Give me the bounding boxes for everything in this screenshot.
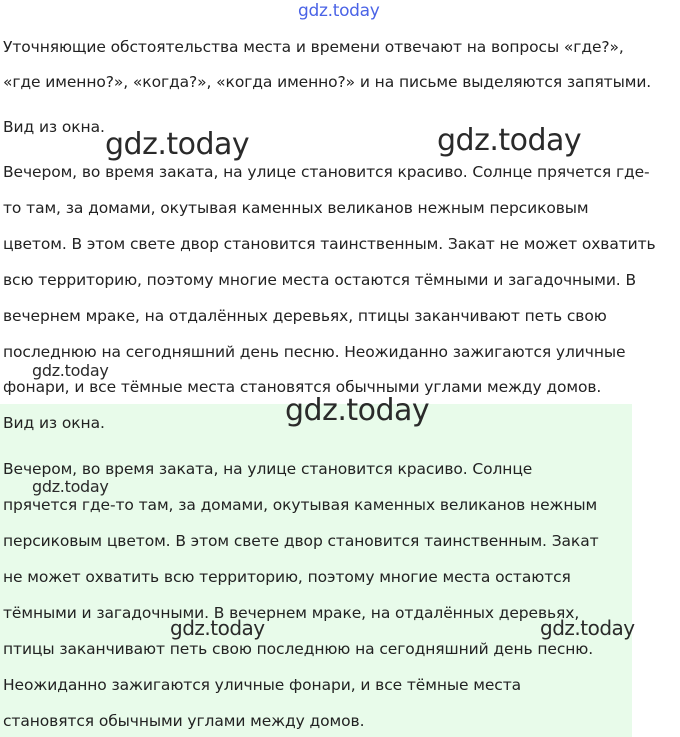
watermark-large: gdz.today [105,127,250,162]
answer-line: прячется где-то там, за домами, окутывая каменных великанов нежным [3,496,598,514]
watermark-small: gdz.today [32,361,109,380]
rule-text-line-2: «где именно?», «когда?», «когда именно?» и на письме выделяются запятыми. [3,73,652,91]
original-line: то там, за домами, окутывая каменных великанов нежным персиковым [3,199,589,217]
original-title: Вид из окна. [3,118,105,136]
watermark-small: gdz.today [32,477,109,496]
answer-line: не может охватить всю территорию, поэтому многие места остаются [3,568,571,586]
answer-line: персиковым цветом. В этом свете двор становится таинственным. Закат [3,532,599,550]
watermark-large: gdz.today [285,393,430,428]
answer-line: тёмными и загадочными. В вечернем мраке, на отдалённых деревьях, [3,604,580,622]
original-line: цветом. В этом свете двор становится таинственным. Закат не может охватить [3,235,656,253]
original-line: вечернем мраке, на отдалённых деревьях, птицы заканчивают петь свою [3,307,607,325]
original-line: Вечером, во время заката, на улице становится красиво. Солнце прячется где- [3,163,650,181]
watermark-top: gdz.today [298,1,380,21]
original-line: всю территорию, поэтому многие места остаются тёмными и загадочными. В [3,271,636,289]
watermark-large: gdz.today [437,123,582,158]
original-line: фонари, и все тёмные места становятся обычными углами между домов. [3,378,602,396]
answer-line: становятся обычными углами между домов. [3,712,365,730]
answer-title: Вид из окна. [3,414,105,432]
rule-text-line-1: Уточняющие обстоятельства места и времени отвечают на вопросы «где?», [3,38,624,56]
answer-line: птицы заканчивают петь свою последнюю на сегодняшний день песню. [3,640,594,658]
original-line: последнюю на сегодняшний день песню. Неожиданно зажигаются уличные [3,343,626,361]
answer-line: Вечером, во время заката, на улице становится красиво. Солнце [3,460,533,478]
watermark-medium: gdz.today [170,616,265,640]
answer-line: Неожиданно зажигаются уличные фонари, и все тёмные места [3,676,522,694]
watermark-medium: gdz.today [540,616,635,640]
